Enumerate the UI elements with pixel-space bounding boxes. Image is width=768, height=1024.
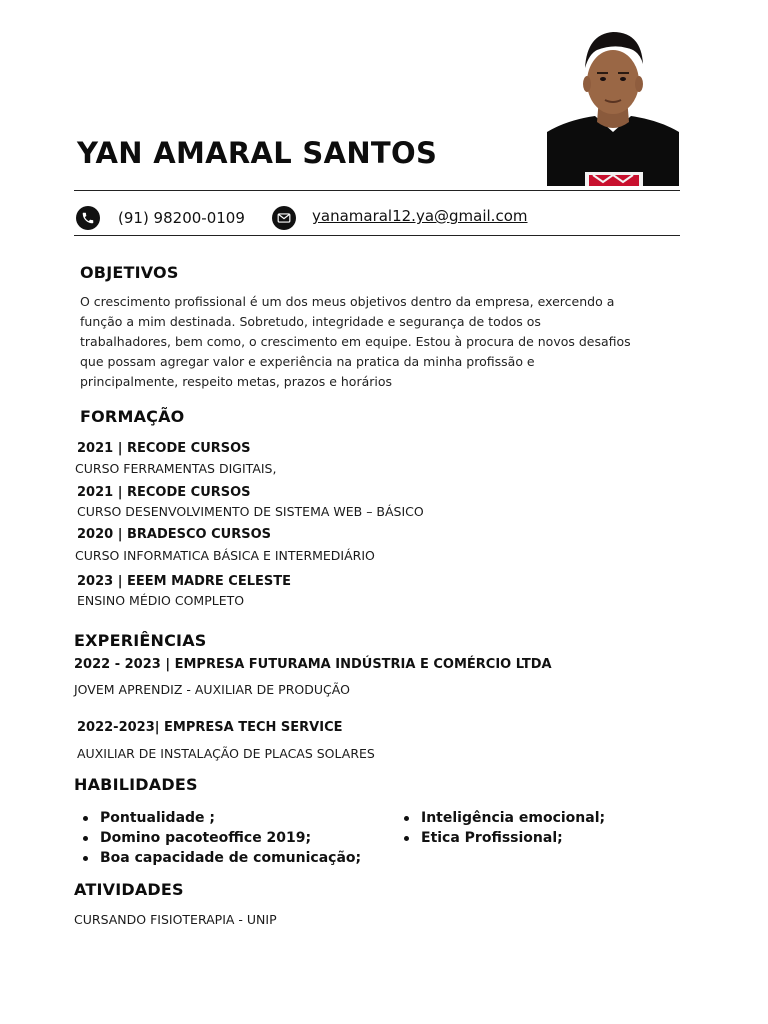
objectives-line: função a mim destinada. Sobretudo, integridade e segurança de todos os [80, 314, 541, 329]
skills-heading: HABILIDADES [74, 775, 198, 794]
bottom-divider [74, 235, 680, 236]
experience-item-subtitle: AUXILIAR DE INSTALAÇÃO DE PLACAS SOLARES [77, 746, 375, 761]
skill-item: Etica Profissional; [395, 828, 605, 848]
experience-item-title: 2022-2023| EMPRESA TECH SERVICE [77, 720, 343, 735]
candidate-name: YAN AMARAL SANTOS [77, 136, 438, 170]
skill-item: Boa capacidade de comunicação; [74, 848, 361, 868]
phone-icon [76, 206, 100, 230]
profile-photo [547, 24, 679, 186]
objectives-heading: OBJETIVOS [80, 263, 179, 282]
education-item-subtitle: CURSO DESENVOLVIMENTO DE SISTEMA WEB – BÁSICO [77, 504, 424, 519]
top-divider [74, 190, 680, 191]
objectives-text [80, 292, 680, 392]
email-link[interactable]: yanamaral12.ya@gmail.com [312, 207, 528, 225]
skill-item: Pontualidade ; [74, 808, 361, 828]
education-item-title: 2021 | RECODE CURSOS [77, 441, 251, 456]
education-item-title: 2023 | EEEM MADRE CELESTE [77, 574, 291, 589]
person-silhouette [547, 24, 679, 186]
education-item-title: 2020 | BRADESCO CURSOS [77, 527, 271, 542]
mail-icon [272, 206, 296, 230]
activity-item: CURSANDO FISIOTERAPIA - UNIP [74, 912, 277, 927]
experience-item-title: 2022 - 2023 | EMPRESA FUTURAMA INDÚSTRIA E COMÉRCIO LTDA [74, 657, 552, 672]
objectives-line: principalmente, respeito metas, prazos e horários [80, 374, 393, 389]
education-item-title: 2021 | RECODE CURSOS [77, 485, 251, 500]
skills-list-right [395, 808, 605, 848]
phone-number: (91) 98200-0109 [118, 209, 245, 227]
activities-heading: ATIVIDADES [74, 880, 184, 899]
education-heading: FORMAÇÃO [80, 407, 185, 426]
skills-list-left [74, 808, 361, 868]
objectives-line: O crescimento profissional é um dos meus objetivos dentro da empresa, exercendo a [80, 294, 615, 309]
shirt-logo [585, 172, 643, 186]
objectives-line: trabalhadores, bem como, o crescimento em equipe. Estou à procura de novos desafios [80, 334, 631, 349]
education-item-subtitle: CURSO FERRAMENTAS DIGITAIS, [75, 461, 277, 476]
education-item-subtitle: ENSINO MÉDIO COMPLETO [77, 593, 245, 608]
objectives-line: que possam agregar valor e experiência na pratica da minha profissão e [80, 354, 535, 369]
experience-heading: EXPERIÊNCIAS [74, 631, 207, 650]
skill-item: Domino pacoteoffice 2019; [74, 828, 361, 848]
experience-item-subtitle: JOVEM APRENDIZ - AUXILIAR DE PRODUÇÃO [74, 682, 350, 697]
skill-item: Inteligência emocional; [395, 808, 605, 828]
education-item-subtitle: CURSO INFORMATICA BÁSICA E INTERMEDIÁRIO [75, 548, 375, 563]
